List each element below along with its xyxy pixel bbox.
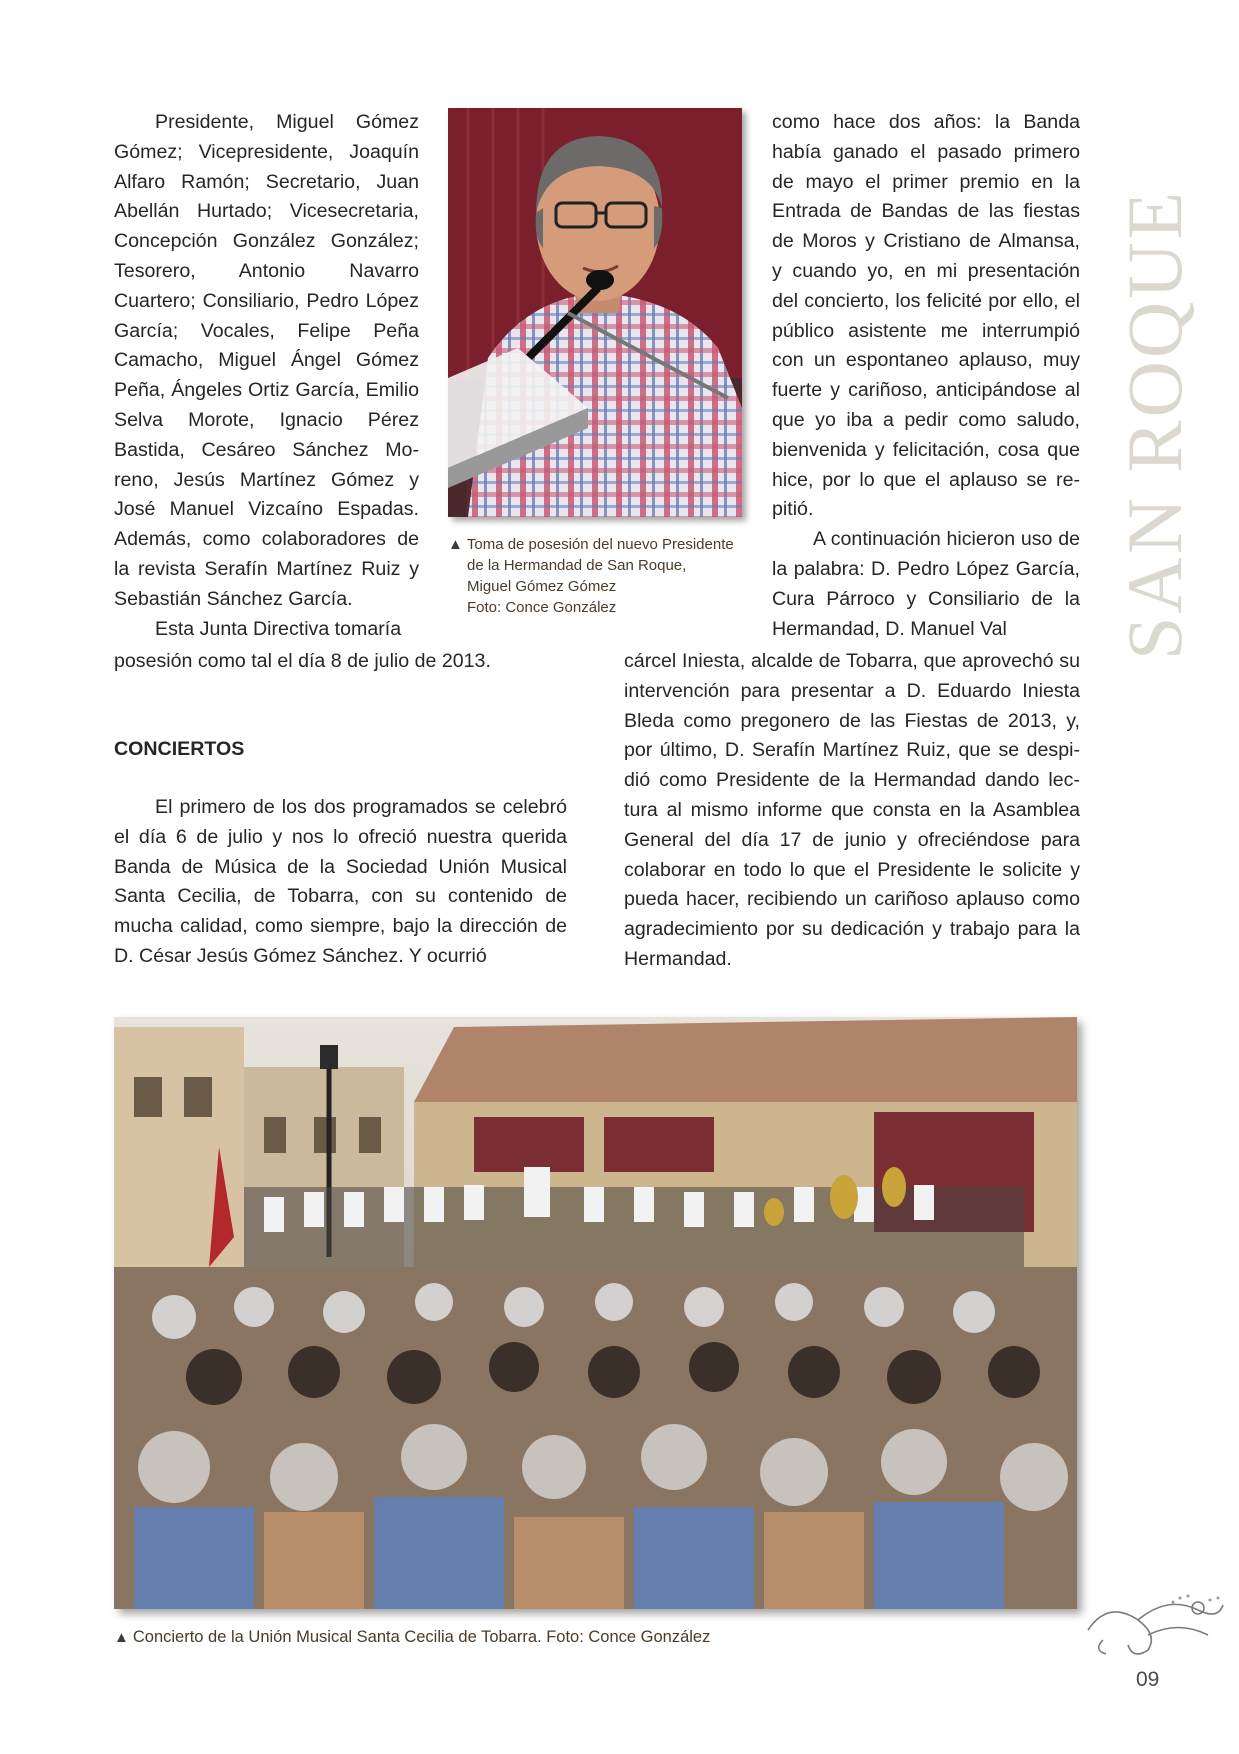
text-column-left-continuation — [114, 647, 504, 677]
text-column-right-top — [772, 108, 1080, 644]
caption-line-4: Foto: Conce González — [467, 599, 617, 616]
paragraph-board-end: posesión como tal el día 8 de julio de 2013. — [114, 650, 491, 672]
decorative-flourish-icon — [1078, 1590, 1228, 1660]
paragraph-concerts: El primero de los dos programados se celebró el día 6 de julio y nos lo ofreció nuestra querida Banda de Música de la Sociedad Unión Musical Santa Cecilia, de Tobarra, con su contenido de mucha calidad, como siempre, bajo la dirección de D. César Jesús Gómez Sánchez. Y ocurrió — [114, 796, 567, 967]
section-heading-conciertos: CONCIERTOS — [114, 738, 245, 760]
caption-text: Concierto de la Unión Musical Santa Cecilia de Tobarra. Foto: Conce González — [132, 1628, 711, 1646]
text-column-left-top — [114, 108, 419, 644]
page-number: 09 — [1136, 1668, 1160, 1691]
paragraph-board-members: Presidente, Miguel Gómez Gómez; Vicepresidente, Joaquín Alfaro Ramón; Secretario, Juan Abellán Hurtado; Vicesecretaria, Concepción González González; Tesorero, Antonio Navarro Cuartero; Consiliario, Pedro López García; Vocales, Felipe Peña Camacho, Miguel Ángel Gómez Peña, Ángeles Ortiz García, Emilio Selva Morote, Ignacio Pérez Bastida, Cesáreo Sánchez Moreno, Jesús Martínez Gómez y José Manuel Vizcaíno Espadas. Además, como colaboradores de la revista Serafín Martínez Ruiz y Sebastián Sánchez García. — [114, 111, 419, 610]
caption-line-3: Miguel Gómez Gómez — [467, 578, 617, 595]
vertical-section-title: SAN ROQUE — [1111, 188, 1198, 660]
caption-triangle-icon: ▲ — [114, 1629, 129, 1646]
photo-new-president — [448, 108, 742, 517]
caption-line-1: ▲ Toma de posesión del nuevo Presidente — [448, 536, 734, 553]
photo-concert-caption — [114, 1627, 914, 1648]
text-column-left-bottom — [114, 793, 567, 972]
text-column-right-bottom — [624, 647, 1080, 975]
photo-concert — [114, 1017, 1077, 1609]
caption-line-2: de la Hermandad de San Roque, — [467, 557, 687, 574]
paragraph-speakers-end: cárcel Iniesta, alcalde de Tobarra, que aprovechó su intervención para presentar a D. Eduardo Iniesta Bleda como pregonero de las Fiestas de 2013, y, por último, D. Serafín Martínez Ruiz, que se despidió como Presidente de la Hermandad dando lectura al mismo informe que consta en la Asamblea General del día 17 de junio y ofreciéndose para colaborar en todo lo que el Presidente le solicite y pueda hacer, recibiendo un cariñoso aplauso como agradecimiento por su dedicación y trabajo para la Hermandad. — [624, 650, 1080, 970]
paragraph-band-award: como hace dos años: la Banda había ganado el pasado primero de mayo el primer premio en la Entrada de Bandas de las fiestas de Moros y Cristiano de Almansa, y cuando yo, en mi presentación del concierto, los felicité por ello, el público asistente me interrumpió con un espontaneo aplauso, muy fuerte y cariñoso, anticipándose al que yo iba a pedir como saludo, bienvenida y felicitación, cosa que hice, por lo que el aplauso se repitió. — [772, 111, 1080, 521]
photo-president-illustration — [448, 108, 742, 517]
photo-concert-illustration — [114, 1017, 1077, 1609]
photo-president-caption — [448, 534, 748, 618]
paragraph-speakers-start: A continuación hicieron uso de la palabra: D. Pedro López García, Cura Párroco y Consiliario de la Hermandad, D. Manuel Val — [772, 528, 1080, 640]
caption-triangle-icon: ▲ — [448, 536, 463, 553]
paragraph-board-start: Esta Junta Directiva tomaría — [155, 617, 402, 640]
